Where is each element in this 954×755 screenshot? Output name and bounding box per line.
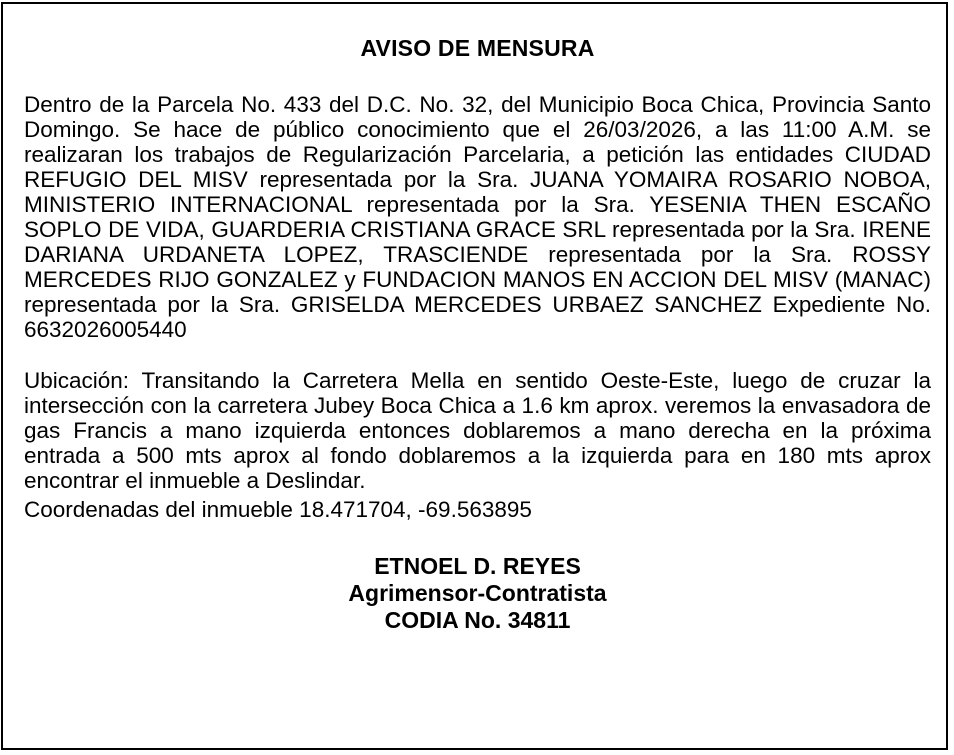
notice-frame xyxy=(1,2,948,750)
signature-name: ETNOEL D. REYES xyxy=(374,553,581,579)
notice-coordinates: Coordenadas del inmueble 18.471704, -69.563895 xyxy=(24,497,532,522)
signature-block xyxy=(24,553,931,634)
notice-paragraph-parcel: Dentro de la Parcela No. 433 del D.C. No. 32, del Municipio Boca Chica, Provincia Santo Domingo. Se hace de público conocimiento que el 26/03/2026, a las 11:00 A.M. se realizaran los trabajos de Regularización Parcelaria, a petición las entidades CIUDAD REFUGIO DEL MISV representada por la Sra. JUANA YOMAIRA ROSARIO NOBOA, MINISTERIO INTERNACIONAL representada por la Sra. YESENIA THEN ESCAÑO SOPLO DE VIDA, GUARDERIA CRISTIANA GRACE SRL representada por la Sra. IRENE DARIANA URDANETA LOPEZ, TRASCIENDE representada por la Sra. ROSSY MERCEDES RIJO GONZALEZ y FUNDACION MANOS EN ACCION DEL MISV (MANAC) representada por la Sra. GRISELDA MERCEDES URBAEZ SANCHEZ Expediente No. 6632026005440 xyxy=(24,92,931,342)
notice-paragraph-location: Ubicación: Transitando la Carretera Mella en sentido Oeste-Este, luego de cruzar la intersección con la carretera Jubey Boca Chica a 1.6 km aprox. veremos la envasadora de gas Francis a mano izquierda entonces doblaremos a mano derecha en la próxima entrada a 500 mts aprox al fondo doblaremos a la izquierda para en 180 mts aprox encontrar el inmueble a Deslindar. xyxy=(24,368,931,493)
notice-content xyxy=(24,4,931,634)
notice-title: AVISO DE MENSURA xyxy=(360,35,595,61)
signature-codia: CODIA No. 34811 xyxy=(384,607,571,633)
signature-role: Agrimensor-Contratista xyxy=(348,580,607,606)
